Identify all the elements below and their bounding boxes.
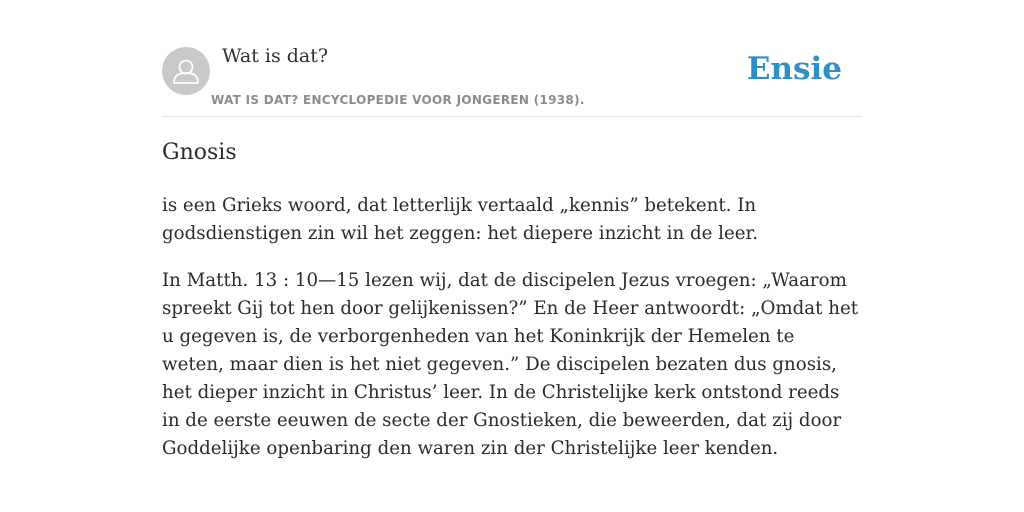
entry-title: Gnosis xyxy=(162,140,237,165)
entry-paragraph: is een Grieks woord, dat letterlijk vertaald „kennis” betekent. In godsdienstigen zin wil het zeggen: het diepere inzicht in de leer. xyxy=(162,195,758,244)
source-title[interactable]: Wat is dat? xyxy=(222,45,329,67)
brand-logo[interactable]: Ensie xyxy=(746,51,842,87)
page xyxy=(162,0,862,512)
entry-body xyxy=(162,192,862,482)
source-subtitle: WAT IS DAT? ENCYCLOPEDIE VOOR JONGEREN (1938). xyxy=(211,93,585,107)
avatar[interactable] xyxy=(162,47,210,95)
source-header xyxy=(162,0,862,117)
entry-paragraph: In Matth. 13 : 10—15 lezen wij, dat de discipelen Jezus vroegen: „Waarom spreekt Gij tot hen door gelijkenissen?” En de Heer antwoordt: „Omdat het u gegeven is, de verborgenheden van het Koninkrijk der Hemelen te weten, maar dien is het niet gegeven.” De discipelen bezaten dus gnosis, het dieper inzicht in Christus’ leer. In de Christelijke kerk ontstond reeds in de eerste eeuwen de secte der Gnostieken, die beweerden, dat zij door Goddelijke openbaring den waren zin der Christelijke leer kenden. xyxy=(162,270,859,459)
user-icon xyxy=(162,47,210,95)
